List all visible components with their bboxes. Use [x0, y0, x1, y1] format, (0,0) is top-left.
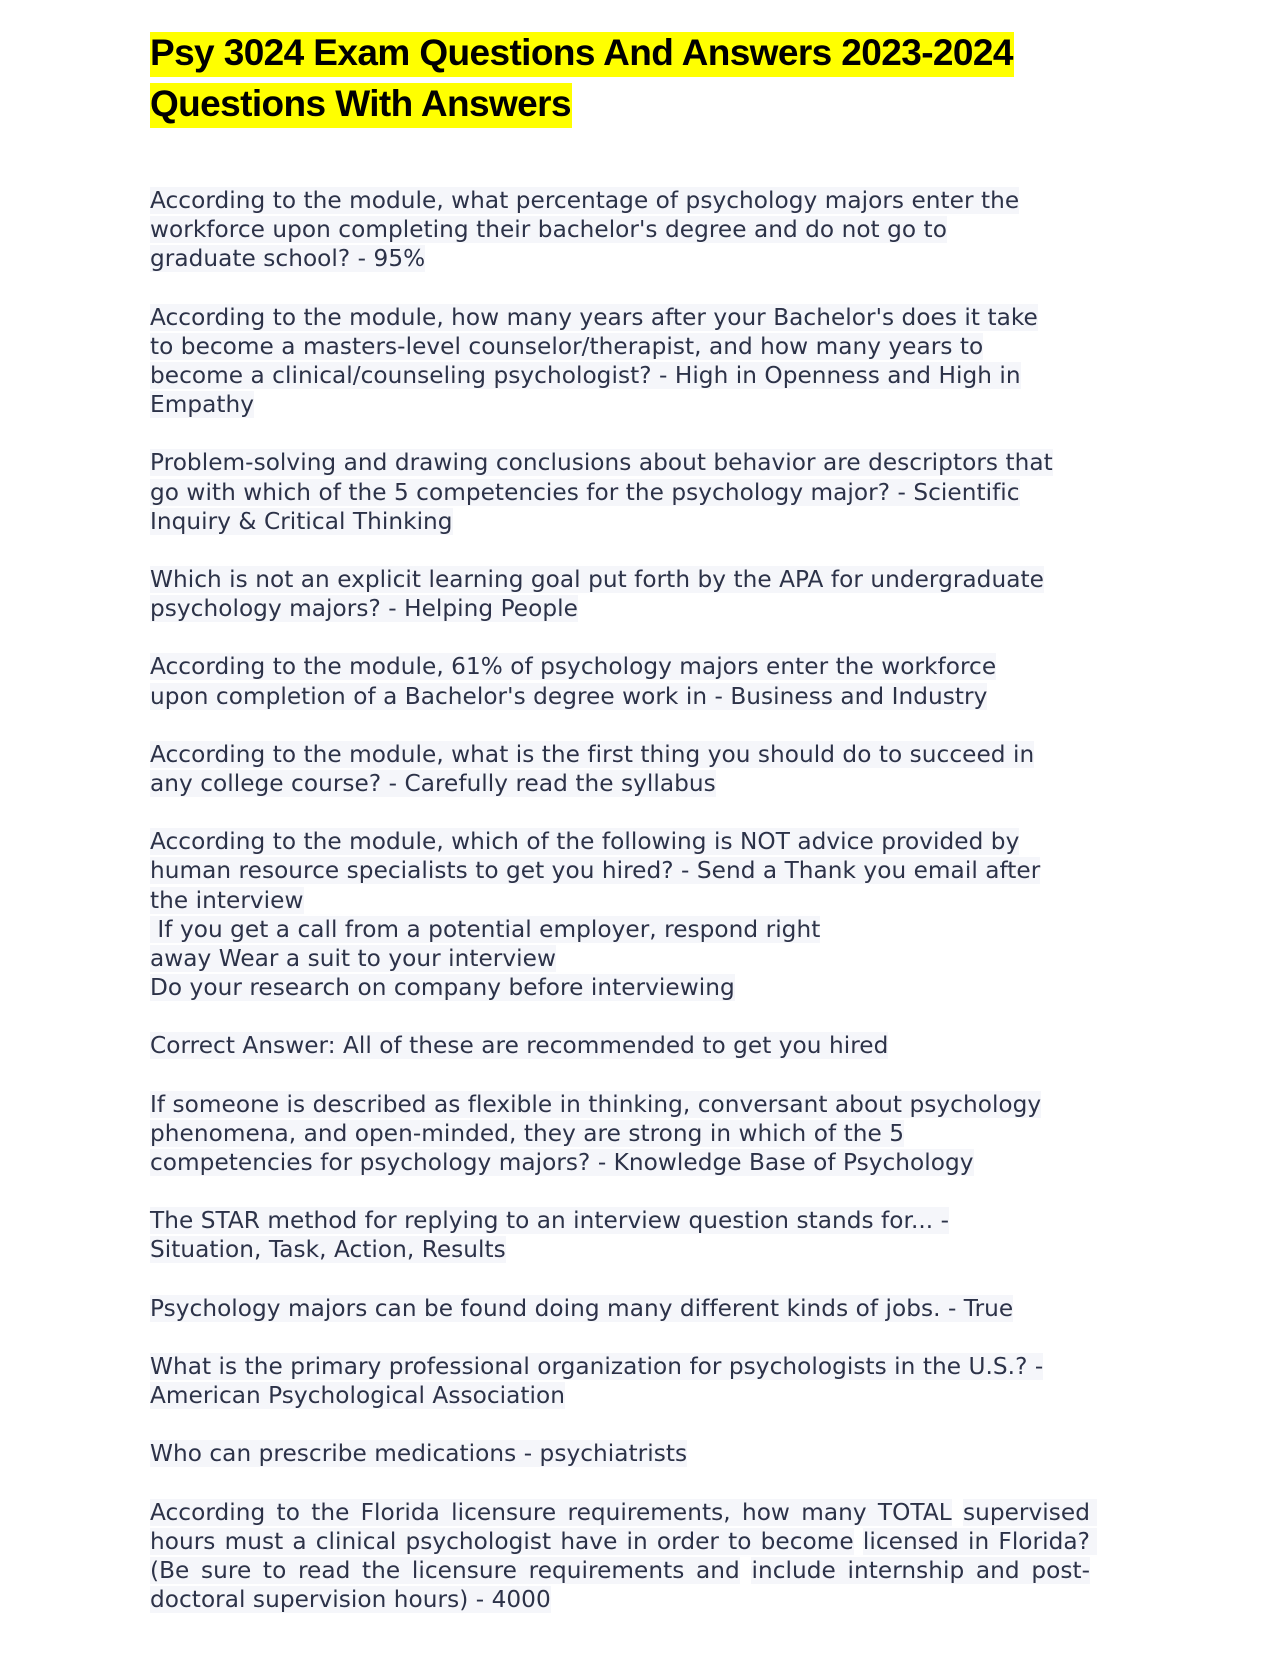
text-line-row: [150, 1119, 1140, 1148]
text-line: psychology majors? - Helping People: [150, 595, 578, 623]
text-line: According to the module, which of the following is NOT advice provided by: [150, 828, 1020, 856]
question-answer-item: [150, 1206, 1140, 1264]
text-line: the interview: [150, 886, 304, 914]
text-line: supervised hours must a clinical psychologist have in order to become: [150, 1498, 1098, 1555]
text-line-row: [150, 1352, 1140, 1381]
text-line: According to the module, what is the first thing you should do to succeed in: [150, 740, 1035, 768]
text-line: licensed in Florida? (Be sure to read the licensure requirements and: [150, 1527, 1098, 1584]
text-line: Correct Answer: All of these are recommended to get you hired: [150, 1032, 889, 1060]
question-answer-item: [150, 652, 1140, 710]
text-line: competencies for psychology majors? - Knowledge Base of Psychology: [150, 1149, 974, 1177]
text-line: any college course? - Carefully read the syllabus: [150, 770, 716, 798]
text-line-row: [150, 1294, 1140, 1323]
text-line-row: [150, 1439, 1140, 1468]
text-line: Problem-solving and drawing conclusions about behavior are descriptors that: [150, 449, 1053, 477]
text-line-row: [150, 769, 1140, 798]
question-answer-item: [150, 740, 1140, 798]
text-line-row: [150, 478, 1140, 507]
text-line: According to the Florida licensure requirements, how many TOTAL: [150, 1498, 952, 1526]
text-line-row: [150, 973, 1140, 1002]
text-line: away Wear a suit to your interview: [150, 945, 556, 973]
text-line-row: [150, 856, 1140, 885]
text-line-row: [150, 215, 1140, 244]
text-line: Empathy: [150, 391, 255, 419]
question-answer-list: [150, 186, 1140, 1614]
text-line: According to the module, what percentage of psychology majors enter the: [150, 187, 1020, 214]
text-line: Do your research on company before interviewing: [150, 974, 735, 1002]
question-answer-item: [150, 1352, 1140, 1410]
text-line: What is the primary professional organization for psychologists in the U.S.? -: [150, 1352, 1044, 1380]
text-line: Who can prescribe medications - psychiatrists: [150, 1440, 688, 1468]
text-line: go with which of the 5 competencies for the psychology major? - Scientific: [150, 478, 1020, 506]
text-line: If someone is described as flexible in thinking, conversant about psychology: [150, 1090, 1042, 1118]
text-line-row: [150, 886, 1140, 915]
text-line-row: [150, 361, 1140, 390]
question-answer-item: [150, 1498, 1098, 1615]
text-line: Psychology majors can be found doing many different kinds of jobs. - True: [150, 1294, 1014, 1322]
text-line-row: [150, 594, 1140, 623]
text-line: workforce upon completing their bachelor's degree and do not go to: [150, 216, 947, 244]
text-line-row: [150, 1381, 1140, 1410]
document-title: [150, 28, 1140, 130]
text-line-row: [150, 1090, 1140, 1119]
text-line: to become a masters-level counselor/therapist, and how many years to: [150, 332, 984, 360]
text-line-row: [150, 1235, 1140, 1264]
question-answer-item: [150, 186, 1140, 274]
text-line-row: [150, 332, 1140, 361]
text-line: According to the module, 61% of psychology majors enter the workforce: [150, 653, 997, 681]
text-line-row: [150, 915, 1140, 944]
text-line-row: [150, 944, 1140, 973]
question-answer-item: [150, 1294, 1140, 1323]
text-line: American Psychological Association: [150, 1382, 566, 1410]
text-line: become a clinical/counseling psychologist? - High in Openness and High in: [150, 362, 1021, 390]
question-answer-item: [150, 565, 1140, 623]
text-line: According to the module, how many years after your Bachelor's does it take: [150, 303, 1038, 331]
text-line-row: [150, 565, 1140, 594]
text-line-row: [150, 244, 1140, 273]
text-line-row: [150, 390, 1140, 419]
text-line: graduate school? - 95%: [150, 245, 426, 273]
question-answer-item: [150, 1439, 1140, 1468]
text-line-row: [150, 448, 1140, 477]
document-page: [150, 28, 1140, 1643]
question-answer-item: [150, 303, 1140, 420]
question-answer-item: [150, 827, 1140, 1002]
text-line: The STAR method for replying to an interview question stands for... -: [150, 1207, 950, 1235]
text-line: Inquiry & Critical Thinking: [150, 507, 453, 535]
question-answer-item: [150, 1090, 1140, 1178]
text-line-row: [150, 507, 1140, 536]
title-line-1: Psy 3024 Exam Questions And Answers 2023-2024: [150, 32, 1014, 77]
text-line-row: [150, 652, 1140, 681]
text-line: Situation, Task, Action, Results: [150, 1236, 506, 1264]
text-line: include internship and post-doctoral supervision hours) - 4000: [150, 1556, 1091, 1614]
text-line-row: [150, 1031, 1140, 1060]
text-line-row: [150, 1206, 1140, 1235]
text-line-row: [150, 1148, 1140, 1177]
text-line-row: [150, 827, 1140, 856]
title-line-2: Questions With Answers: [150, 83, 572, 128]
text-line-row: [150, 186, 1140, 215]
text-line-row: [150, 682, 1140, 711]
question-answer-item: [150, 1031, 1140, 1060]
text-line-row: [150, 303, 1140, 332]
text-line: If you get a call from a potential employer, respond right: [150, 915, 821, 943]
text-line: phenomena, and open-minded, they are strong in which of the 5: [150, 1119, 905, 1147]
text-line: Which is not an explicit learning goal put forth by the APA for undergraduate: [150, 566, 1044, 594]
question-answer-item: [150, 448, 1140, 536]
text-line-row: [150, 740, 1140, 769]
text-line: human resource specialists to get you hired? - Send a Thank you email after: [150, 857, 1041, 885]
text-line: upon completion of a Bachelor's degree work in - Business and Industry: [150, 682, 988, 710]
